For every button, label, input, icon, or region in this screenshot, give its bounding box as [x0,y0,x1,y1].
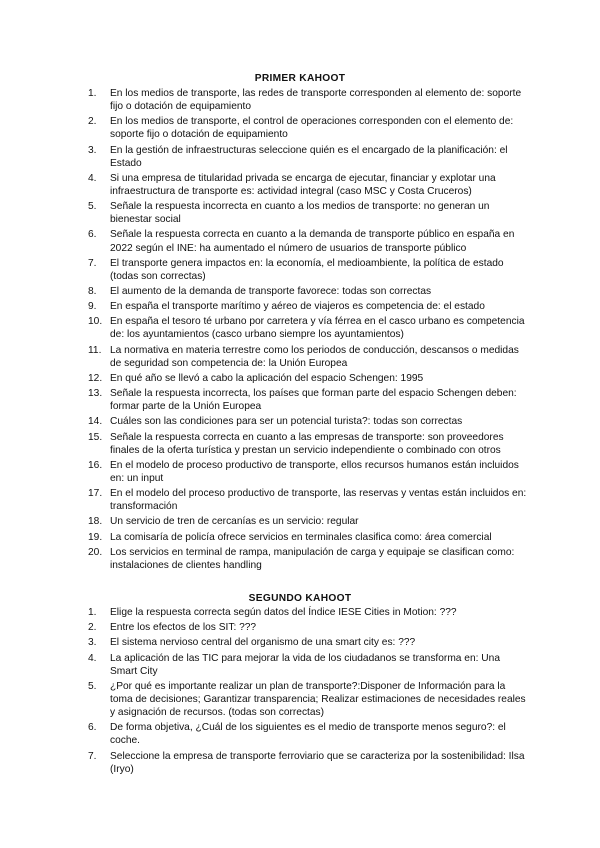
question-number: 3. [88,637,97,649]
question-item [88,750,528,776]
question-number: 9. [88,301,97,313]
question-number: 6. [88,722,97,734]
section-title-segundo-kahoot: SEGUNDO KAHOOT [248,593,352,604]
question-item [88,172,528,198]
question-number: 18. [88,516,103,528]
question-text: En españa el tesoro té urbano por carretera y vía férrea en el casco urbano es competencia de: los ayuntamientos (casco urbano siempre los ayuntamientos) [110,316,525,341]
question-number: 4. [88,652,97,664]
question-number: 7. [88,257,97,269]
question-item [88,546,528,572]
question-number: 5. [88,680,97,692]
question-text: Entre los efectos de los SIT: ??? [110,622,257,634]
question-text: El transporte genera impactos en: la economía, el medioambiente, la política de estado (todas son correctas) [110,257,504,282]
question-item [88,228,528,254]
question-text: En el modelo de proceso productivo de transporte, ellos recursos humanos están incluidos en: un input [110,459,519,484]
question-item [88,387,528,413]
question-number: 17. [88,488,103,500]
question-number: 16. [88,459,103,471]
question-text: En el modelo del proceso productivo de transporte, las reservas y ventas están incluidos en: transformación [110,488,527,513]
question-text: Señale la respuesta incorrecta en cuanto a los medios de transporte: no generan un bienestar social [110,201,490,226]
question-item [88,87,528,113]
question-text: La comisaría de policía ofrece servicios en terminales clasifica como: área comercial [110,531,492,543]
question-text: Si una empresa de titularidad privada se encarga de ejecutar, financiar y explotar una infraestructura de transporte es: actividad integral (caso MSC y Costa Cruceros) [110,172,496,197]
question-item [88,144,528,170]
question-item [88,431,528,457]
question-item [88,344,528,370]
question-list-primer-kahoot [88,87,528,574]
question-text: La aplicación de las TIC para mejorar la vida de los ciudadanos se transforma en: Una Smart City [110,652,500,677]
question-number: 4. [88,172,97,184]
question-number: 20. [88,546,103,558]
question-number: 3. [88,144,97,156]
question-number: 15. [88,431,103,443]
question-item [88,636,528,649]
question-item [88,257,528,283]
question-number: 10. [88,316,103,328]
question-item [88,487,528,513]
question-text: La normativa en materia terrestre como los periodos de conducción, descansos o medidas de seguridad son competencia de: la Unión Europea [110,344,519,369]
question-number: 12. [88,372,103,384]
question-text: El aumento de la demanda de transporte favorece: todas son correctas [110,285,432,297]
question-text: Un servicio de tren de cercanías es un servicio: regular [110,516,359,528]
question-item [88,621,528,634]
question-text: Señale la respuesta correcta en cuanto a las empresas de transporte: son proveedores finales de la oferta turística y prestan un servicio independiente o combinado con otros [110,431,504,456]
question-text: Cuáles son las condiciones para ser un potencial turista?: todas son correctas [110,416,463,428]
question-number: 5. [88,201,97,213]
question-item [88,680,528,719]
question-text: El sistema nervioso central del organismo de una smart city es: ??? [110,637,416,649]
question-text: En los medios de transporte, el control de operaciones corresponden con el elemento de: soporte fijo o dotación de equipamiento [110,116,514,141]
question-item [88,300,528,313]
question-text: ¿Por qué es importante realizar un plan de transporte?:Disponer de Información para la toma de decisiones; Garantizar transparencia; Realizar estimaciones de necesidades reales y asignación de recursos. (todas son correctas) [110,680,526,719]
question-item [88,372,528,385]
question-text: Señale la respuesta correcta en cuanto a la demanda de transporte público en españa en 2022 según el INE: ha aumentado el número de usuarios de transporte público [110,229,515,254]
question-number: 14. [88,416,103,428]
question-text: Elige la respuesta correcta según datos del Índice IESE Cities in Motion: ??? [110,607,457,618]
question-number: 6. [88,229,97,241]
question-item [88,415,528,428]
question-number: 7. [88,750,97,762]
question-item [88,531,528,544]
question-number: 2. [88,622,97,634]
question-text: En los medios de transporte, las redes de transporte corresponden al elemento de: soporte fijo o dotación de equipamiento [110,88,522,113]
question-text: Los servicios en terminal de rampa, manipulación de carga y equipaje se clasifican como: instalaciones de clientes handling [110,546,515,571]
question-number: 8. [88,285,97,297]
question-number: 13. [88,388,103,400]
question-item [88,315,528,341]
question-list-segundo-kahoot [88,606,528,778]
question-item [88,721,528,747]
question-text: En la gestión de infraestructuras seleccione quién es el encargado de la planificación: el Estado [110,144,508,169]
section-title-primer-kahoot: PRIMER KAHOOT [254,73,346,84]
question-number: 2. [88,116,97,128]
question-number: 19. [88,531,103,543]
question-text: De forma objetiva, ¿Cuál de los siguientes es el medio de transporte menos seguro?: el coche. [110,722,506,747]
question-number: 11. [88,344,102,356]
question-item [88,606,528,619]
question-item [88,459,528,485]
question-text: En españa el transporte marítimo y aéreo de viajeros es competencia de: el estado [110,301,485,313]
question-text: En qué año se llevó a cabo la aplicación del espacio Schengen: 1995 [110,372,424,384]
question-item [88,285,528,298]
question-item [88,200,528,226]
question-number: 1. [88,88,97,99]
question-item [88,652,528,678]
question-number: 1. [88,607,97,618]
question-text: Seleccione la empresa de transporte ferroviario que se caracteriza por la sostenibilidad: Ilsa (Iryo) [110,750,525,775]
question-item [88,115,528,141]
question-item [88,515,528,528]
question-text: Señale la respuesta incorrecta, los países que forman parte del espacio Schengen deben: formar parte de la Unión Europea [110,388,517,413]
